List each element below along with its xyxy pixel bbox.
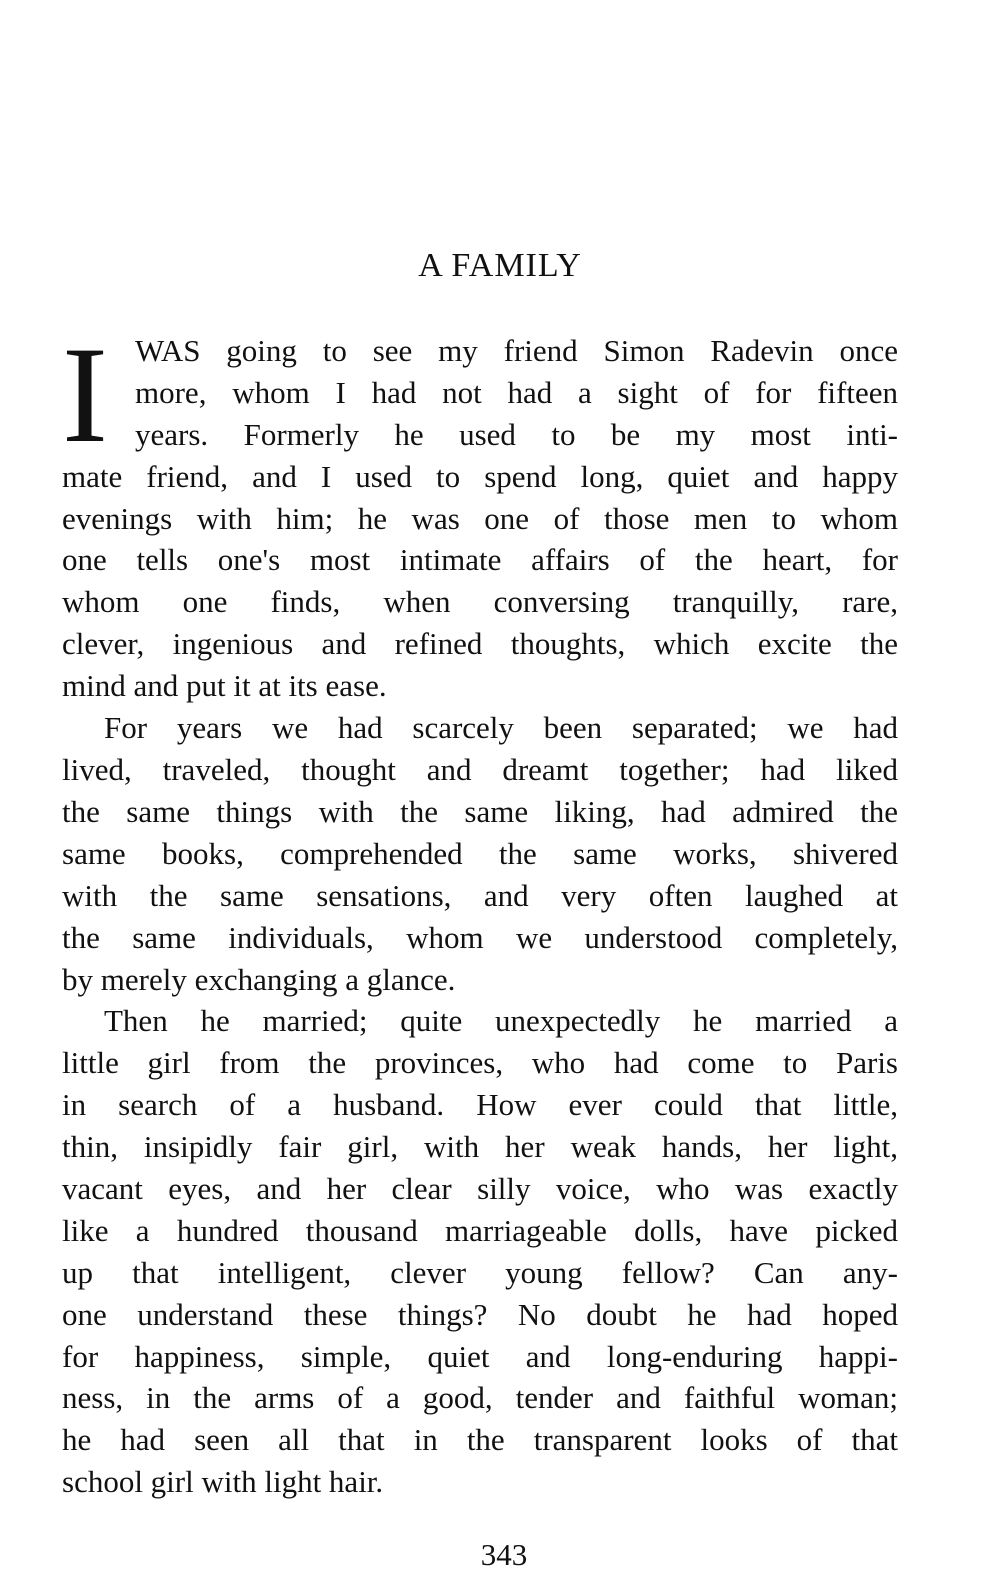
text-line: For years we had scarcely been separated; we had — [104, 710, 898, 745]
drop-cap: I — [62, 336, 108, 454]
text-line: one tells one's most intimate affairs of the heart, for — [62, 542, 898, 577]
text-line: like a hundred thousand marriageable dolls, have picked — [62, 1213, 898, 1248]
text-line: in search of a husband. How ever could that little, — [62, 1087, 898, 1122]
text-line: he had seen all that in the transparent looks of that — [62, 1422, 898, 1457]
text-line: lived, traveled, thought and dreamt together; had liked — [62, 752, 898, 787]
text-line: years. Formerly he used to be my most inti- — [135, 417, 898, 452]
text-line: the same things with the same liking, had admired the — [62, 794, 898, 829]
text-line: little girl from the provinces, who had come to Paris — [62, 1045, 898, 1080]
text-line: for happiness, simple, quiet and long-enduring happi- — [62, 1339, 898, 1374]
text-line: school girl with light hair. — [62, 1464, 384, 1499]
text-line: whom one finds, when conversing tranquilly, rare, — [62, 584, 898, 619]
text-line: up that intelligent, clever young fellow? Can any- — [62, 1255, 898, 1290]
text-line: clever, ingenious and refined thoughts, which excite the — [62, 626, 898, 661]
page-number: 343 — [480, 1537, 528, 1572]
text-line: same books, comprehended the same works, shivered — [62, 836, 898, 871]
text-line: one understand these things? No doubt he had hoped — [62, 1297, 898, 1332]
text-line: Then he married; quite unexpectedly he married a — [104, 1003, 898, 1038]
text-line: thin, insipidly fair girl, with her weak hands, her light, — [62, 1129, 898, 1164]
text-line: the same individuals, whom we understood completely, — [62, 920, 898, 955]
text-line: ness, in the arms of a good, tender and faithful woman; — [62, 1380, 898, 1415]
page-title: A FAMILY — [418, 247, 582, 284]
text-line: evenings with him; he was one of those men to whom — [62, 501, 898, 536]
text-line: mind and put it at its ease. — [62, 668, 387, 703]
text-line: mate friend, and I used to spend long, quiet and happy — [62, 459, 898, 494]
text-line: with the same sensations, and very often laughed at — [62, 878, 898, 913]
text-line: by merely exchanging a glance. — [62, 962, 456, 997]
text-line: WAS going to see my friend Simon Radevin once — [135, 333, 898, 368]
text-line: vacant eyes, and her clear silly voice, who was exactly — [62, 1171, 898, 1206]
text-line: more, whom I had not had a sight of for fifteen — [135, 375, 898, 410]
